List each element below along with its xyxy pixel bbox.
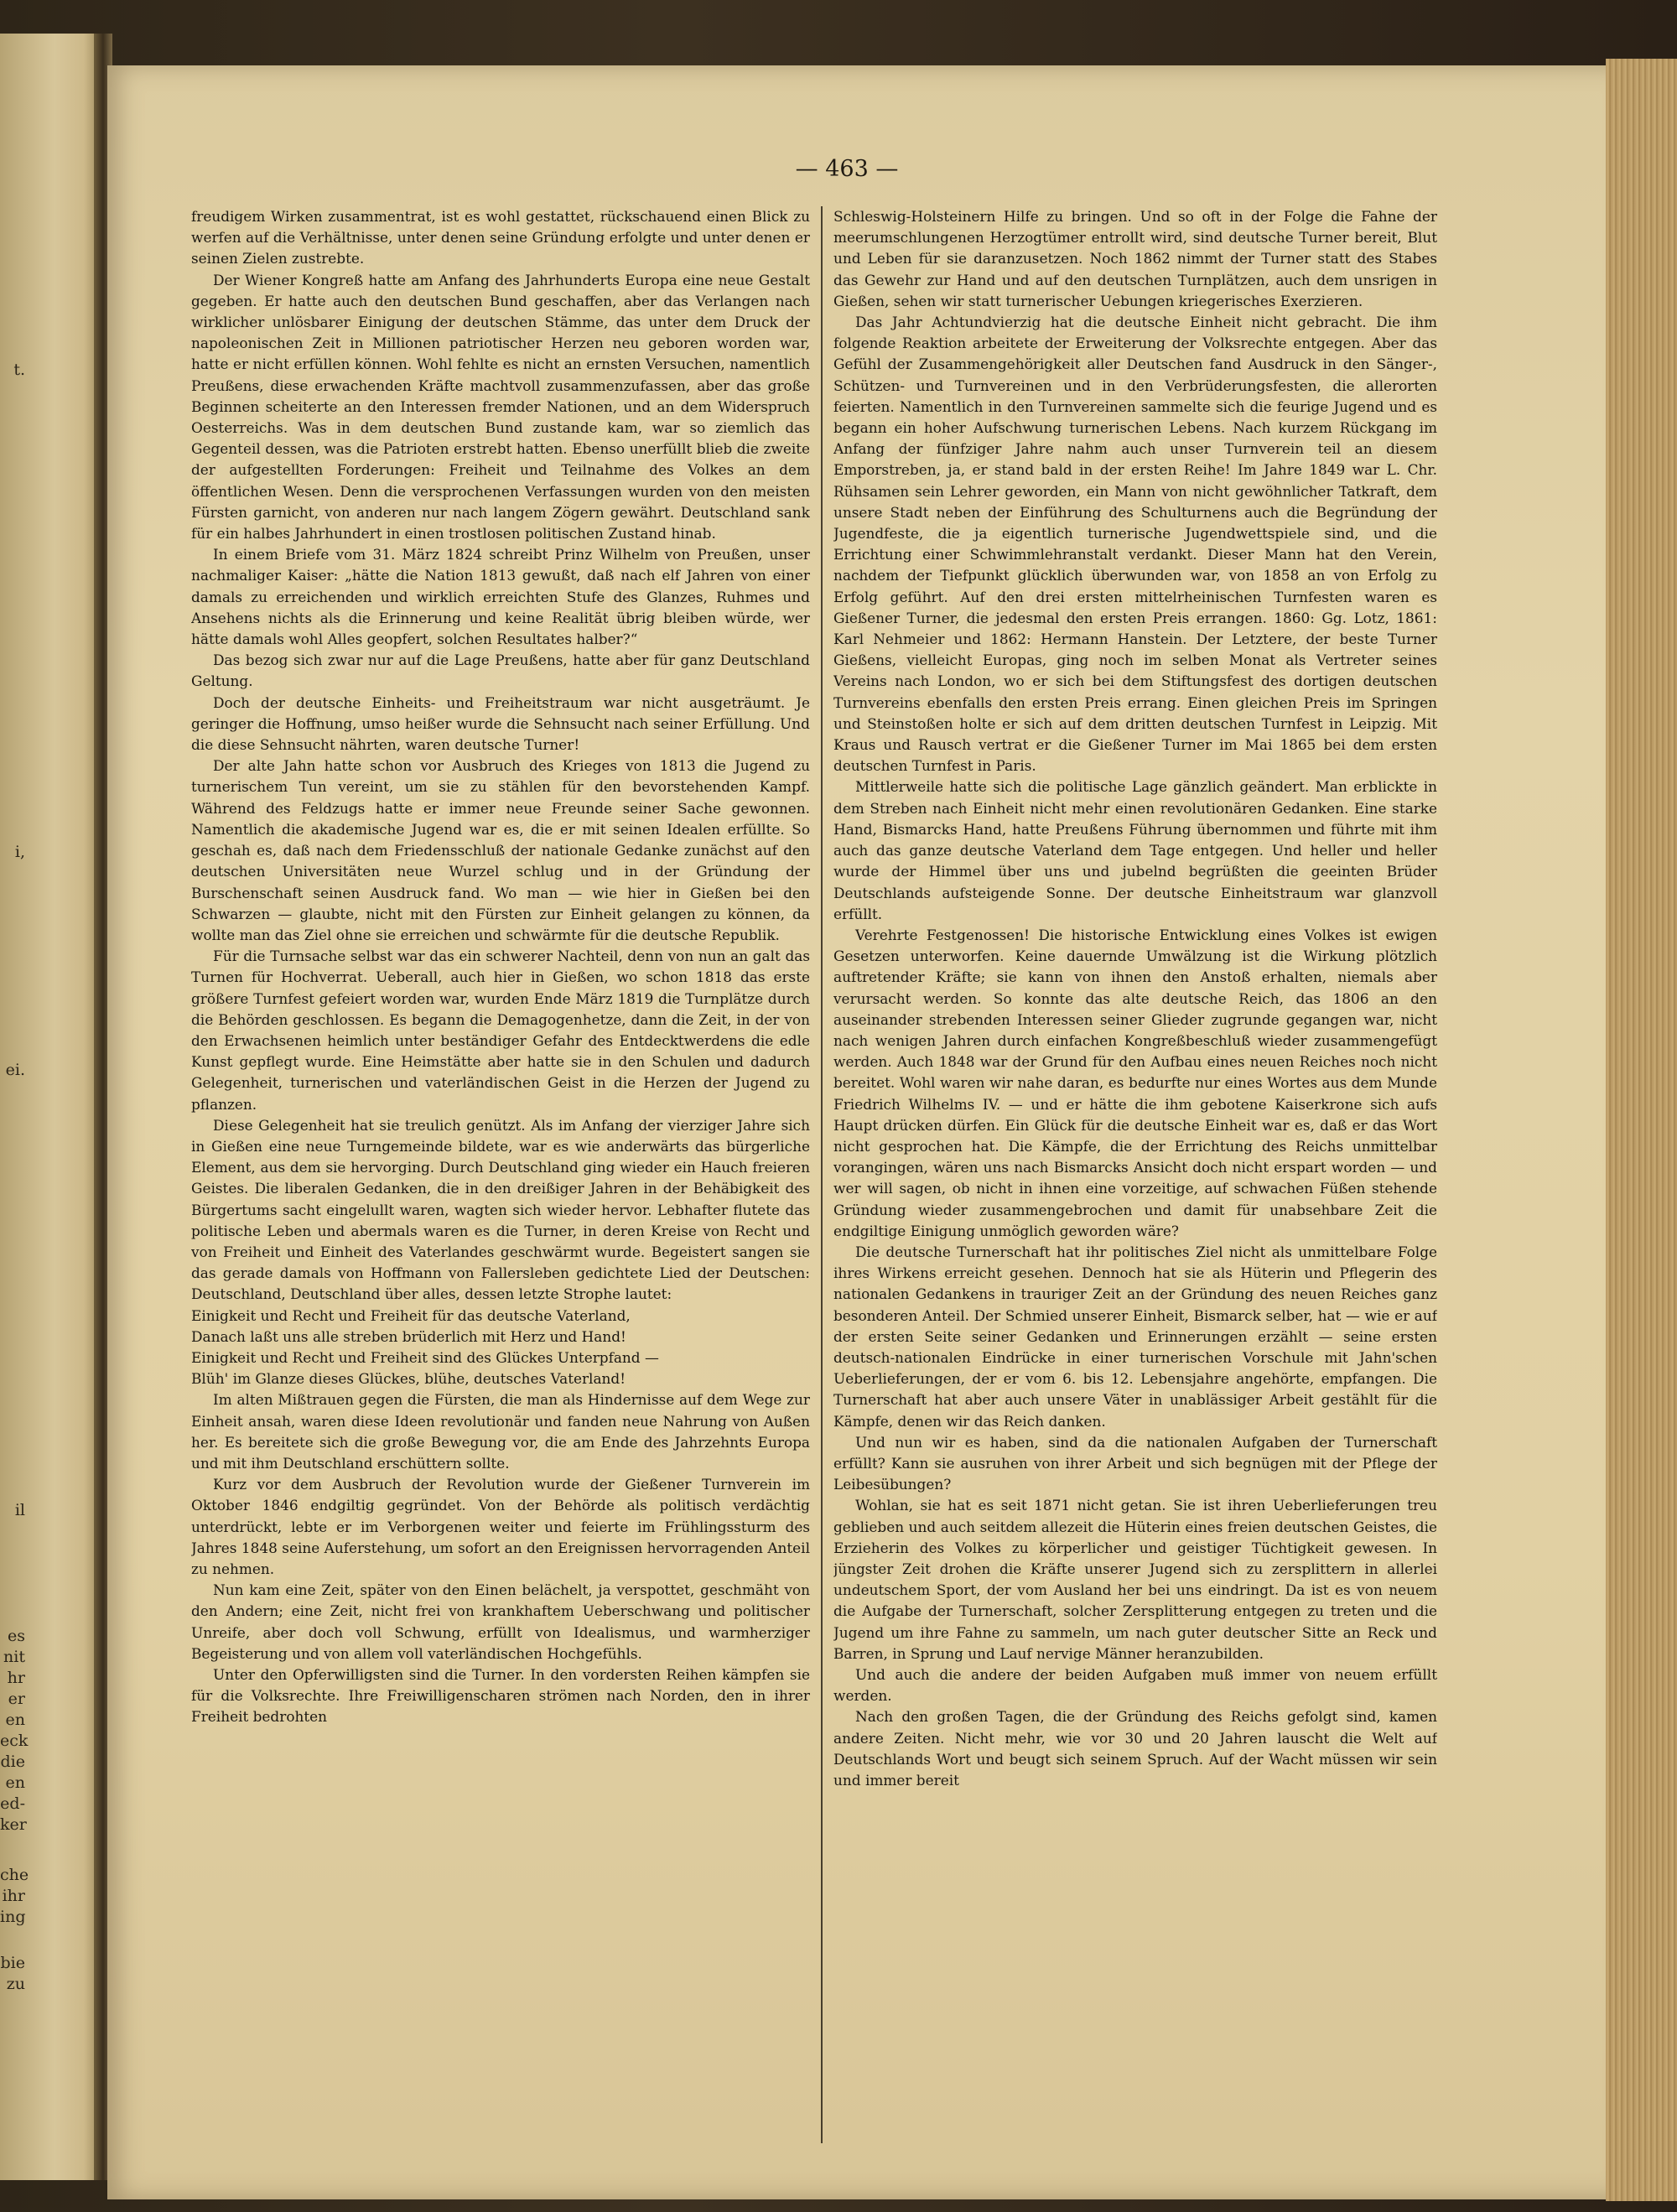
left-page-fragment: ihr bbox=[2, 1887, 25, 1905]
text-column-left bbox=[191, 206, 810, 2143]
paragraph: Das Jahr Achtundvierzig hat die deutsche Einheit nicht gebracht. Die ihm folgende Reaktion arbeitete der Erweiterung der Volksrechte entgegen. Aber das Gefühl der Zusammengehörigkeit aller Deutschen fand Ausdruck in den Sänger-, Schützen- und Turnvereinen und in den Verbrüderungsfesten, die allerorten feierten. Namentlich in den Turnvereinen sammelte sich die feurige Jugend und es begann ein hoher Aufschwung turnerischen Lebens. Nach kurzem Rückgang im Anfang der fünfziger Jahre nahm auch unser Turnverein teil an diesem Emporstreben, ja, er stand bald in der ersten Reihe! Im Jahre 1849 war L. Chr. Rühsamen sein Lehrer geworden, ein Mann von nicht gewöhnlicher Tatkraft, dem unsere Stadt neben der Einführung des Schulturnens auch die Begründung der Jugendfeste, die ja eigentlich turnerische Jugendwettspiele sind, und die Errichtung einer Schwimmlehranstalt verdankt. Dieser Mann hat den Verein, nachdem der Tiefpunkt glücklich überwunden war, von 1858 an von Erfolg zu Erfolg geführt. Auf den drei ersten mittelrheinischen Turnfesten waren es Gießener Turner, die jedesmal den ersten Preis errangen. 1860: Gg. Lotz, 1861: Karl Nehmeier und 1862: Hermann Hanstein. Der Letztere, der beste Turner Gießens, vielleicht Europas, ging noch im selben Monat als Vertreter seines Vereins nach London, wo er sich bei dem Stiftungsfest des dortigen deutschen Turnvereins ebenfalls den ersten Preis errang. Einen gleichen Preis im Springen und Steinstoßen holte er sich auf dem dritten deutschen Turnfest in Leipzig. Mit Kraus und Rausch vertrat er die Gießener Turner im Mai 1865 bei dem ersten deutschen Turnfest in Paris. bbox=[833, 314, 1437, 775]
left-page-fragment: er bbox=[8, 1690, 25, 1708]
paragraph: Schleswig-Holsteinern Hilfe zu bringen. Und so oft in der Folge die Fahne der meerumschlungenen Herzogtümer entrollt wird, sind deutsche Turner bereit, Blut und Leben für sie daranzusetzen. Noch 1862 nimmt der Turner statt des Stabes das Gewehr zur Hand und auf den deutschen Turnplätzen, auch dem unsrigen in Gießen, sehen wir statt turnerischer Uebungen kriegerisches Exerzieren. bbox=[833, 208, 1437, 309]
left-page-fragment: eck bbox=[0, 1732, 29, 1750]
paragraph: Im alten Mißtrauen gegen die Fürsten, die man als Hindernisse auf dem Wege zur Einheit ansah, waren diese Ideen revolutionär und fanden neue Nahrung von Außen her. Es bereitete sich die große Bewegung vor, die am Ende des Jahrzehnts Europa und mit ihm Deutschland erschüttern sollte. bbox=[191, 1391, 810, 1472]
left-page-fragment: t. bbox=[13, 361, 25, 379]
column-divider bbox=[821, 206, 823, 2143]
paragraph: Verehrte Festgenossen! Die historische Entwicklung eines Volkes ist ewigen Gesetzen unterworfen. Keine dauernde Umwälzung ist die Wirkung plötzlich auftretender Kräfte; sie kann von ihnen den Anstoß erhalten, niemals aber verursacht werden. So konnte das alte deutsche Reich, das 1806 an den auseinander strebenden Interessen seiner Glieder zugrunde gegangen war, nicht nach wenigen Jahren durch einfachen Kongreßbeschluß wieder zusammengefügt werden. Auch 1848 war der Grund für den Aufbau eines neuen Reiches noch nicht bereitet. Wohl waren wir nahe daran, es bedurfte nur eines Wortes aus dem Munde Friedrich Wilhelms IV. — und er hätte die ihm gebotene Kaiserkrone sich aufs Haupt drücken dürfen. Ein Glück für die deutsche Einheit war es, daß er das Wort nicht gesprochen hat. Die Kämpfe, die der Errichtung des Reichs unmittelbar vorangingen, wären uns nach Bismarcks Ansicht doch nicht erspart worden — und wer will sagen, ob nicht in ihnen eine vorzeitige, auf schwachen Füßen stehende Gründung wieder zusammengebrochen und damit für unabsehbare Zeit die endgiltige Einigung unmöglich geworden wäre? bbox=[833, 926, 1437, 1239]
paragraph: Und auch die andere der beiden Aufgaben muß immer von neuem erfüllt werden. bbox=[833, 1666, 1437, 1705]
paragraph: Wohlan, sie hat es seit 1871 nicht getan. Sie ist ihren Ueberlieferungen treu geblieben und auch seitdem allezeit die Hüterin eines freien deutschen Geistes, die Erzieherin des Volkes zu körperlicher und geistiger Tüchtigkeit gewesen. In jüngster Zeit drohen die Kräfte unserer Jugend sich zu zersplittern in allerlei undeutschem Sport, der vom Ausland her bei uns eindringt. Da ist es von neuem die Aufgabe der Turnerschaft, solcher Zersplitterung entgegen zu treten und die Jugend um ihre Fahne zu sammeln, um nach guter deutscher Sitte an Reck und Barren, in Sprung und Lauf nervige Männer heranzubilden. bbox=[833, 1497, 1437, 1662]
paragraph: Nach den großen Tagen, die der Gründung des Reichs gefolgt sind, kamen andere Zeiten. Nicht mehr, wie vor 30 und 20 Jahren lauscht die Welt auf Deutschlands Wort und beugt sich seinem Spruch. Auf der Wacht müssen wir sein und immer bereit bbox=[833, 1708, 1437, 1789]
left-page-fragment: ed- bbox=[0, 1794, 25, 1813]
left-page-fragment: die bbox=[0, 1752, 25, 1771]
verse-line: Einigkeit und Recht und Freiheit für das deutsche Vaterland, bbox=[191, 1306, 631, 1324]
left-page-fragment: es bbox=[8, 1627, 25, 1645]
paragraph: Unter den Opferwilligsten sind die Turner. In den vordersten Reihen kämpfen sie für die Volksrechte. Ihre Freiwilligenscharen strömen nach Norden, den in ihrer Freiheit bedrohten bbox=[191, 1666, 810, 1726]
page-edges bbox=[1606, 59, 1677, 2201]
paragraph: Nun kam eine Zeit, später von den Einen belächelt, ja verspottet, geschmäht von den Andern; eine Zeit, nicht frei von krankhaftem Ueberschwang und politischer Unreife, aber doch voll Schwung, erfüllt von Idealismus, und warmherziger Begeisterung und von allem voll vaterländischen Hochgefühls. bbox=[191, 1581, 810, 1662]
left-page-fragment: nit bbox=[3, 1648, 25, 1666]
paragraph: Kurz vor dem Ausbruch der Revolution wurde der Gießener Turnverein im Oktober 1846 endgiltig gegründet. Von der Behörde als politisch verdächtig unterdrückt, lebte er im Verborgenen weiter und feierte im Frühlingssturm des Jahres 1848 seine Auferstehung, um sofort an den Ereignissen hervorragenden Anteil zu nehmen. bbox=[191, 1476, 810, 1577]
left-page-fragment: en bbox=[5, 1773, 25, 1792]
left-page-fragment: hr bbox=[7, 1669, 25, 1687]
paragraph: Die deutsche Turnerschaft hat ihr politisches Ziel nicht als unmittelbare Folge ihres Wirkens erreicht gesehen. Dennoch hat sie als Hüterin und Pflegerin des nationalen Gedankens in trauriger Zeit an der Gründung des neuen Reiches ganz besonderen Anteil. Der Schmied unserer Einheit, Bismarck selber, hat — wie er auf der ersten Seite seiner Gedanken und Erinnerungen erzählt — seine ersten deutsch-nationalen Eindrücke in einer turnerischen Vorschule mit Jahn'schen Ueberlieferungen, der er vom 6. bis 12. Lebensjahre angehörte, empfangen. Die Turnerschaft hat aber auch unsere Väter in unablässiger Arbeit gestählt für die Kämpfe, denen wir das Reich danken. bbox=[833, 1243, 1437, 1430]
paragraph: Doch der deutsche Einheits- und Freiheitstraum war nicht ausgeträumt. Je geringer die Hoffnung, umso heißer wurde die Sehnsucht nach seiner Erfüllung. Und die diese Sehnsucht nährten, waren deutsche Turner! bbox=[191, 693, 810, 754]
left-page-fragment: bie bbox=[0, 1954, 25, 1972]
left-page-fragment: zu bbox=[6, 1975, 25, 1993]
left-page-fragment: ing bbox=[0, 1908, 26, 1926]
paragraph: Der Wiener Kongreß hatte am Anfang des Jahrhunderts Europa eine neue Gestalt gegeben. Er hatte auch den deutschen Bund geschaffen, aber das Verlangen nach wirklicher unlösbarer Einigung der deutschen Stämme, das unter dem Druck der napoleonischen Zeit in Millionen patriotischer Herzen neu geboren worden war, hatte er nicht erfüllen können. Wohl fehlte es nicht an ernsten Versuchen, namentlich Preußens, diese erwachenden Kräfte machtvoll zusammenzufassen, aber das große Beginnen scheiterte an den Interessen fremder Nationen, und an dem Widerspruch Oesterreichs. Was in dem deutschen Bund zustande kam, war so ziemlich das Gegenteil dessen, was die Patrioten erstrebt hatten. Ebenso unerfüllt blieb die zweite der aufgestellten Forderungen: Freiheit und Teilnahme des Volkes an dem öffentlichen Wesen. Denn die versprochenen Verfassungen wurden von den meisten Fürsten garnicht, von anderen nur nach langem Zögern gewährt. Deutschland sank für ein halbes Jahrhundert in einen trostlosen politischen Zustand hinab. bbox=[191, 271, 810, 543]
paragraph: Diese Gelegenheit hat sie treulich genützt. Als im Anfang der vierziger Jahre sich in Gießen eine neue Turngemeinde bildete, war es wie anderwärts das bürgerliche Element, aus dem sie hervorging. Durch Deutschland ging wieder ein Hauch freieren Geistes. Die liberalen Gedanken, die in den dreißiger Jahren in der Behäbigkeit des Bürgertums sacht eingelullt waren, wagten sich wieder hervor. Lebhafter flutete das politische Leben und abermals waren es die Turner, in deren Kreise von Recht und von Freiheit und Einheit des Vaterlandes geschwärmt wurde. Begeistert sangen sie das gerade damals von Hoffmann von Fallersleben gedichtete Lied der Deutschen: Deutschland, Deutschland über alles, dessen letzte Strophe lautet: bbox=[191, 1116, 810, 1303]
verse-line: Danach laßt uns alle streben brüderlich mit Herz und Hand! bbox=[191, 1327, 626, 1345]
text-column-right bbox=[833, 206, 1437, 2143]
verse-line: Einigkeit und Recht und Freiheit sind des Glückes Unterpfand — bbox=[191, 1348, 659, 1366]
paragraph: Das bezog sich zwar nur auf die Lage Preußens, hatte aber für ganz Deutschland Geltung. bbox=[191, 652, 810, 690]
left-page-fragment: ker bbox=[0, 1815, 27, 1834]
verse-line: Blüh' im Glanze dieses Glückes, blühe, deutsches Vaterland! bbox=[191, 1370, 626, 1388]
page-number: — 463 — bbox=[795, 156, 899, 182]
previous-page-edge bbox=[0, 34, 99, 2180]
left-page-fragment: il bbox=[14, 1501, 25, 1519]
left-page-fragment: che bbox=[0, 1866, 29, 1884]
left-page-fragment: i, bbox=[14, 843, 25, 861]
paragraph: Mittlerweile hatte sich die politische Lage gänzlich geändert. Man erblickte in dem Streben nach Einheit nicht mehr einen revolutionären Gedanken. Eine starke Hand, Bismarcks Hand, hatte Preußens Führung übernommen und führte mit ihm auch das ganze deutsche Vaterland dem Tage entgegen. Und heller und heller wurde der Himmel über uns und jubelnd begrüßten die geeinten Brüder Deutschlands aufsteigende Sonne. Der deutsche Einheitstraum war glanzvoll erfüllt. bbox=[833, 778, 1437, 922]
paragraph: Der alte Jahn hatte schon vor Ausbruch des Krieges von 1813 die Jugend zu turnerischem Tun vereint, um sie zu stählen für den bevorstehenden Kampf. Während des Feldzugs hatte er immer neue Freunde seiner Sache gewonnen. Namentlich die akademische Jugend war es, die er mit seinen Idealen erfüllte. So geschah es, daß nach dem Friedensschluß der nationale Gedanke zunächst auf den deutschen Universitäten neue Wurzel schlug und in der Gründung der Burschenschaft seinen Ausdruck fand. Wo man — wie hier in Gießen bei den Schwarzen — glaubte, nicht mit den Fürsten zur Einheit gelangen zu können, da wollte man das Ziel ohne sie erreichen und schwärmte für die deutsche Republik. bbox=[191, 757, 810, 943]
left-page-fragment: ei. bbox=[5, 1061, 25, 1079]
paragraph: Für die Turnsache selbst war das ein schwerer Nachteil, denn von nun an galt das Turnen für Hochverrat. Ueberall, auch hier in Gießen, wo schon 1818 das erste größere Turnfest gefeiert worden war, wurden Ende März 1819 die Turnplätze durch die Behörden geschlossen. Es begann die Demagogenhetze, dann die Zeit, in der von den Erwachsenen heimlich unter beständiger Gefahr des Entdecktwerdens die edle Kunst gepflegt wurde. Eine Heimstätte aber hatte sie in den Schulen und dadurch Gelegenheit, turnerischen und vaterländischen Geist in die Herzen der Jugend zu pflanzen. bbox=[191, 948, 810, 1113]
left-page-fragment: en bbox=[5, 1711, 25, 1729]
paragraph: freudigem Wirken zusammentrat, ist es wohl gestattet, rückschauend einen Blick zu werfen auf die Verhältnisse, unter denen seine Gründung erfolgte und unter denen er seinen Zielen zustrebte. bbox=[191, 208, 810, 267]
paragraph: Und nun wir es haben, sind da die nationalen Aufgaben der Turnerschaft erfüllt? Kann sie ausruhen von ihrer Arbeit und sich begnügen mit der Pflege der Leibesübungen? bbox=[833, 1433, 1437, 1493]
paragraph: In einem Briefe vom 31. März 1824 schreibt Prinz Wilhelm von Preußen, unser nachmaliger Kaiser: „hätte die Nation 1813 gewußt, daß nach elf Jahren von einer damals zu erreichenden und wirklich erreichten Stufe des Glanzes, Ruhmes und Ansehens nichts als die Erinnerung und keine Realität übrig bleiben würde, wer hätte damals wohl Alles geopfert, solchen Resultates halber?“ bbox=[191, 546, 810, 648]
